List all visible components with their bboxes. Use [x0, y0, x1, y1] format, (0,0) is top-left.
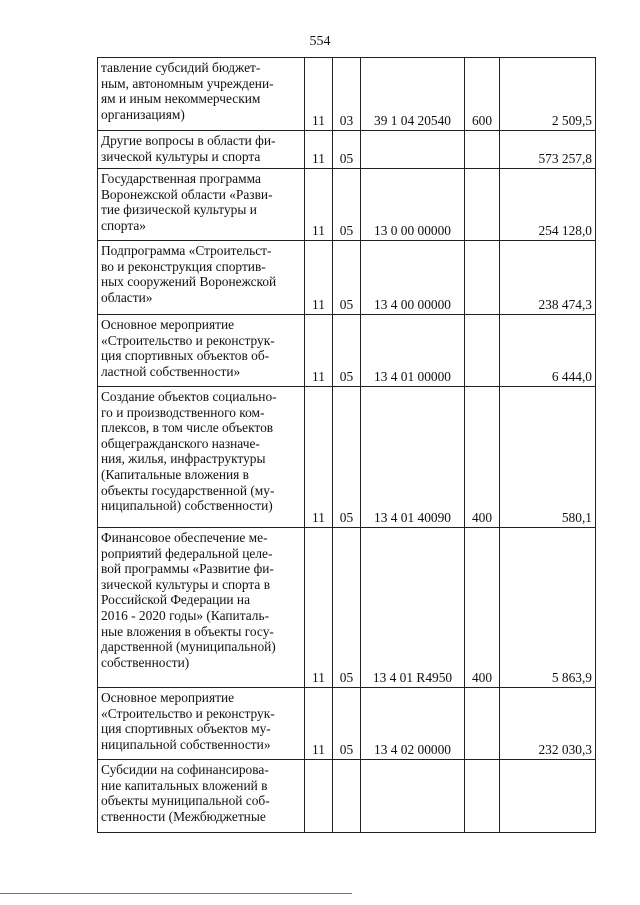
section-code-cell: 11 [305, 688, 333, 760]
target-article-cell: 13 4 01 00000 [361, 315, 465, 387]
table-row [98, 241, 596, 315]
table-row [98, 760, 596, 833]
amount-cell: 232 030,3 [500, 688, 596, 760]
subsection-code-cell: 05 [333, 387, 361, 528]
section-code-cell: 11 [305, 241, 333, 315]
scan-artifact-line [0, 893, 352, 894]
expense-type-cell: 600 [465, 58, 500, 131]
subsection-code-cell: 05 [333, 241, 361, 315]
amount-cell: 6 444,0 [500, 315, 596, 387]
amount-cell: 573 257,8 [500, 131, 596, 169]
target-article-cell [361, 760, 465, 833]
target-article-cell: 13 4 01 R4950 [361, 528, 465, 688]
table-row [98, 315, 596, 387]
budget-table [97, 57, 596, 833]
table-row [98, 58, 596, 131]
subsection-code-cell: 05 [333, 315, 361, 387]
row-name-cell: Подпрограмма «Строительст- во и реконструкция спортив- ных сооружений Воронежской области» [98, 241, 305, 315]
table-row [98, 528, 596, 688]
row-name-cell: Другие вопросы в области фи- зической культуры и спорта [98, 131, 305, 169]
subsection-code-cell: 05 [333, 528, 361, 688]
section-code-cell: 11 [305, 315, 333, 387]
section-code-cell: 11 [305, 528, 333, 688]
expense-type-cell [465, 688, 500, 760]
table-row [98, 131, 596, 169]
row-name-cell: Создание объектов социально- го и производственного ком- плексов, в том числе объектов общегражданского назначе- ния, жилья, инфраструктуры (Капитальные вложения в объекты государственной (му- ниципальной) собственности) [98, 387, 305, 528]
page-number: 554 [309, 34, 331, 49]
amount-cell: 254 128,0 [500, 169, 596, 241]
subsection-code-cell [333, 760, 361, 833]
target-article-cell [361, 131, 465, 169]
expense-type-cell [465, 760, 500, 833]
subsection-code-cell: 05 [333, 688, 361, 760]
row-name-cell: Основное мероприятие «Строительство и реконструк- ция спортивных объектов му- ниципальной собственности» [98, 688, 305, 760]
table-row [98, 688, 596, 760]
target-article-cell: 13 0 00 00000 [361, 169, 465, 241]
row-name-cell: Субсидии на софинансирова- ние капитальных вложений в объекты муниципальной соб- ственности (Межбюджетные [98, 760, 305, 833]
amount-cell: 2 509,5 [500, 58, 596, 131]
section-code-cell: 11 [305, 131, 333, 169]
target-article-cell: 13 4 01 40090 [361, 387, 465, 528]
row-name-cell: тавление субсидий бюджет- ным, автономным учреждени- ям и иным некоммерческим организациям) [98, 58, 305, 131]
expense-type-cell [465, 169, 500, 241]
row-name-cell: Финансовое обеспечение ме- роприятий федеральной целе- вой программы «Развитие фи- зической культуры и спорта в Российской Федерации на 2016 - 2020 годы» (Капиталь- ные вложения в объекты госу- дарственной (муниципальной) собственности) [98, 528, 305, 688]
expense-type-cell [465, 315, 500, 387]
subsection-code-cell: 05 [333, 169, 361, 241]
amount-cell: 238 474,3 [500, 241, 596, 315]
row-name-cell: Основное мероприятие «Строительство и реконструк- ция спортивных объектов об- ластной собственности» [98, 315, 305, 387]
section-code-cell: 11 [305, 387, 333, 528]
expense-type-cell [465, 131, 500, 169]
target-article-cell: 13 4 02 00000 [361, 688, 465, 760]
amount-cell: 580,1 [500, 387, 596, 528]
amount-cell: 5 863,9 [500, 528, 596, 688]
subsection-code-cell: 05 [333, 131, 361, 169]
row-name-cell: Государственная программа Воронежской области «Разви- тие физической культуры и спорта» [98, 169, 305, 241]
expense-type-cell: 400 [465, 387, 500, 528]
section-code-cell: 11 [305, 58, 333, 131]
amount-cell [500, 760, 596, 833]
table-row [98, 169, 596, 241]
subsection-code-cell: 03 [333, 58, 361, 131]
expense-type-cell [465, 241, 500, 315]
target-article-cell: 39 1 04 20540 [361, 58, 465, 131]
section-code-cell: 11 [305, 169, 333, 241]
target-article-cell: 13 4 00 00000 [361, 241, 465, 315]
table-row [98, 387, 596, 528]
expense-type-cell: 400 [465, 528, 500, 688]
section-code-cell [305, 760, 333, 833]
